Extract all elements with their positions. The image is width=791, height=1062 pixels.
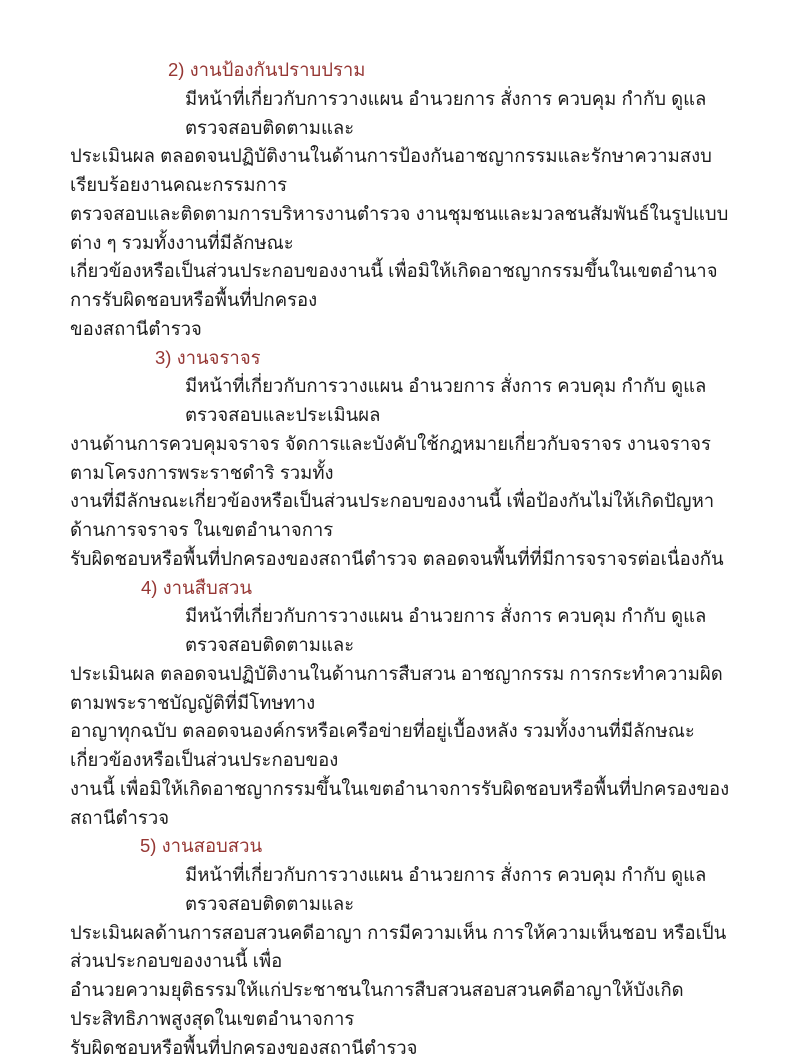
paragraph-line: รับผิดชอบหรือพื้นที่ปกครองของสถานีตำรวจ ตลอดจนพื้นที่ที่มีการจราจรต่อเนื่องกัน bbox=[70, 545, 739, 574]
section-2 bbox=[70, 56, 739, 344]
paragraph-line: ประเมินผลด้านการสอบสวนคดีอาญา การมีความเห็น การให้ความเห็นชอบ หรือเป็นส่วนประกอบของงานนี้ เพื่อ bbox=[70, 919, 739, 977]
paragraph-line: มีหน้าที่เกี่ยวกับการวางแผน อำนวยการ สั่งการ ควบคุม กำกับ ดูแล ตรวจสอบติดตามและ bbox=[70, 861, 739, 919]
section-heading: 5) งานสอบสวน bbox=[70, 832, 739, 861]
paragraph-line: เกี่ยวข้องหรือเป็นส่วนประกอบของงานนี้ เพื่อมิให้เกิดอาชญากรรมขึ้นในเขตอำนาจ การรับผิดชอบหรือพื้นที่ปกครอง bbox=[70, 257, 739, 315]
paragraph-line: ประเมินผล ตลอดจนปฏิบัติงานในด้านการสืบสวน อาชญากรรม การกระทำความผิดตามพระราชบัญญัติที่มีโทษทาง bbox=[70, 660, 739, 718]
paragraph-line: ตรวจสอบและติดตามการบริหารงานตำรวจ งานชุมชนและมวลชนสัมพันธ์ในรูปแบบต่าง ๆ รวมทั้งงานที่มีลักษณะ bbox=[70, 200, 739, 258]
paragraph-line: มีหน้าที่เกี่ยวกับการวางแผน อำนวยการ สั่งการ ควบคุม กำกับ ดูแล ตรวจสอบติดตามและ bbox=[70, 602, 739, 660]
section-heading: 4) งานสืบสวน bbox=[70, 574, 739, 603]
paragraph-line: มีหน้าที่เกี่ยวกับการวางแผน อำนวยการ สั่งการ ควบคุม กำกับ ดูแล ตรวจสอบและประเมินผล bbox=[70, 372, 739, 430]
section-5 bbox=[70, 832, 739, 1062]
paragraph-line: รับผิดชอบหรือพื้นที่ปกครองของสถานีตำรวจ bbox=[70, 1034, 739, 1062]
paragraph-line: ของสถานีตำรวจ bbox=[70, 315, 739, 344]
paragraph-line: อาญาทุกฉบับ ตลอดจนองค์กรหรือเครือข่ายที่อยู่เบื้องหลัง รวมทั้งงานที่มีลักษณะเกี่ยวข้องหรือเป็นส่วนประกอบของ bbox=[70, 717, 739, 775]
paragraph-line: อำนวยความยุติธรรมให้แก่ประชาชนในการสืบสวนสอบสวนคดีอาญาให้บังเกิดประสิทธิภาพสูงสุดในเขตอำนาจการ bbox=[70, 976, 739, 1034]
paragraph-line: งานนี้ เพื่อมิให้เกิดอาชญากรรมขึ้นในเขตอำนาจการรับผิดชอบหรือพื้นที่ปกครองของสถานีตำรวจ bbox=[70, 775, 739, 833]
paragraph-line: มีหน้าที่เกี่ยวกับการวางแผน อำนวยการ สั่งการ ควบคุม กำกับ ดูแล ตรวจสอบติดตามและ bbox=[70, 85, 739, 143]
section-4 bbox=[70, 574, 739, 833]
paragraph-line: ประเมินผล ตลอดจนปฏิบัติงานในด้านการป้องกันอาชญากรรมและรักษาความสงบเรียบร้อยงานคณะกรรมการ bbox=[70, 142, 739, 200]
section-3 bbox=[70, 344, 739, 574]
section-heading: 2) งานป้องกันปราบปราม bbox=[70, 56, 739, 85]
paragraph-line: งานด้านการควบคุมจราจร จัดการและบังคับใช้กฎหมายเกี่ยวกับจราจร งานจราจรตามโครงการพระราชดำริ รวมทั้ง bbox=[70, 430, 739, 488]
document-content bbox=[70, 56, 739, 1062]
paragraph-line: งานที่มีลักษณะเกี่ยวข้องหรือเป็นส่วนประกอบของงานนี้ เพื่อป้องกันไม่ให้เกิดปัญหาด้านการจราจร ในเขตอำนาจการ bbox=[70, 487, 739, 545]
section-heading: 3) งานจราจร bbox=[70, 344, 739, 373]
